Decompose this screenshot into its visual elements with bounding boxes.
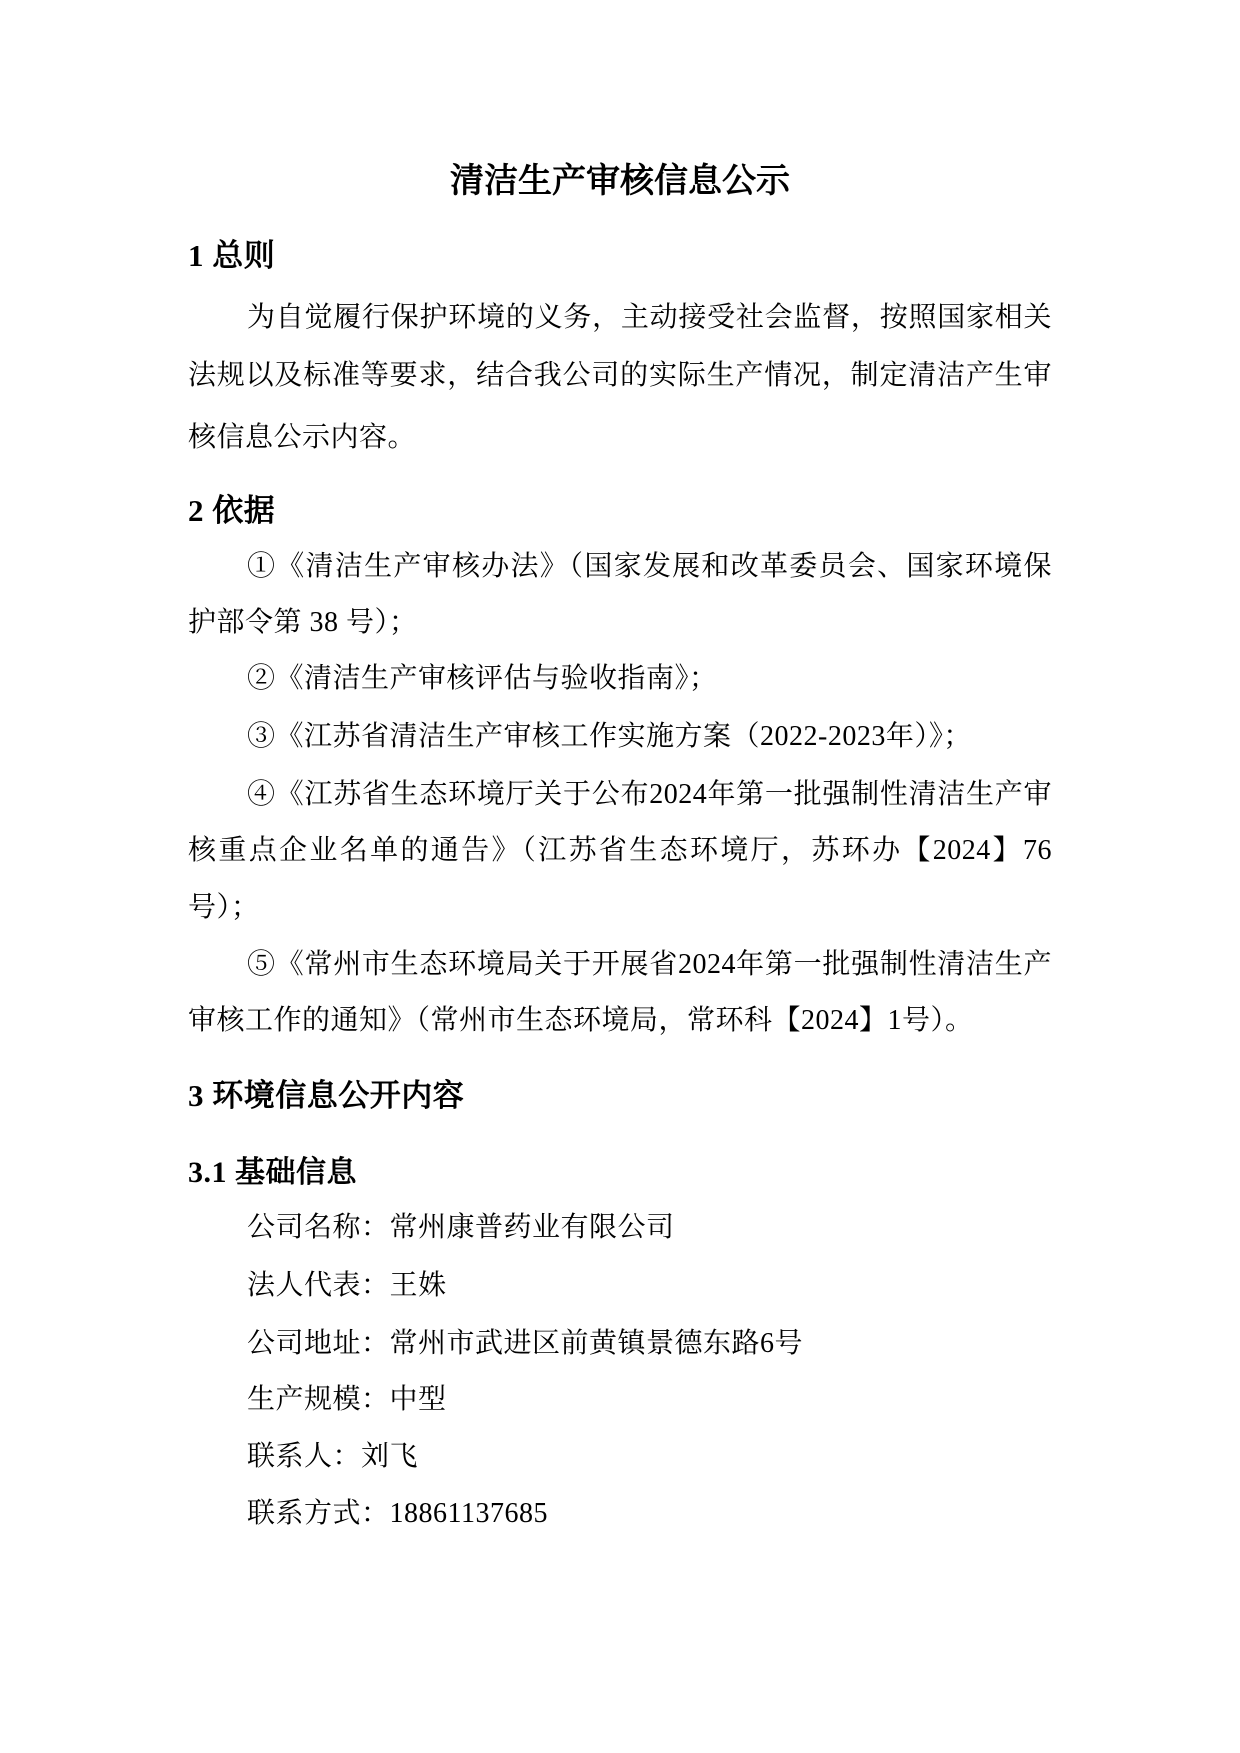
basis-item-5-line-2: 审核工作的通知》（常州市生态环境局，常环科【2024】1号）。 (188, 1005, 974, 1036)
info-line-company-address: 公司地址：常州市武进区前黄镇景德东路6号 (247, 1328, 804, 1359)
info-line-contact-person: 联系人：刘飞 (247, 1441, 419, 1472)
info-line-legal-representative: 法人代表：王姝 (247, 1270, 447, 1301)
basis-item-5-line-1: ⑤《常州市生态环境局关于开展省2024年第一批强制性清洁生产 (247, 949, 1052, 980)
basis-item-4-line-2: 核重点企业名单的通告》（江苏省生态环境厅，苏环办【2024】76 (188, 835, 1052, 866)
document-title: 清洁生产审核信息公示 (450, 163, 790, 200)
basis-item-1-line-1: ①《清洁生产审核办法》（国家发展和改革委员会、国家环境保 (247, 551, 1052, 582)
info-line-production-scale: 生产规模：中型 (247, 1384, 447, 1415)
basis-item-3: ③《江苏省清洁生产审核工作实施方案（2022-2023年）》； (247, 721, 972, 752)
info-line-contact-phone: 联系方式：18861137685 (247, 1498, 548, 1529)
basis-item-1-line-2: 护部令第 38 号）； (188, 607, 418, 638)
general-paragraph-line-2: 法规以及标准等要求，结合我公司的实际生产情况，制定清洁产生审 (188, 360, 1052, 391)
heading-basis: 2 依据 (188, 493, 276, 528)
heading-general-rules: 1 总则 (188, 238, 276, 273)
basis-item-4-line-3: 号）； (188, 892, 260, 923)
basis-item-2: ②《清洁生产审核评估与验收指南》； (247, 663, 718, 694)
heading-disclosure-content: 3 环境信息公开内容 (188, 1078, 465, 1113)
basis-item-4-line-1: ④《江苏省生态环境厅关于公布2024年第一批强制性清洁生产审 (247, 779, 1052, 810)
heading-basic-info: 3.1 基础信息 (188, 1156, 357, 1189)
general-paragraph-line-3: 核信息公示内容。 (188, 422, 417, 453)
general-paragraph-line-1: 为自觉履行保护环境的义务，主动接受社会监督，按照国家相关 (247, 302, 1052, 333)
info-line-company-name: 公司名称：常州康普药业有限公司 (247, 1212, 675, 1243)
